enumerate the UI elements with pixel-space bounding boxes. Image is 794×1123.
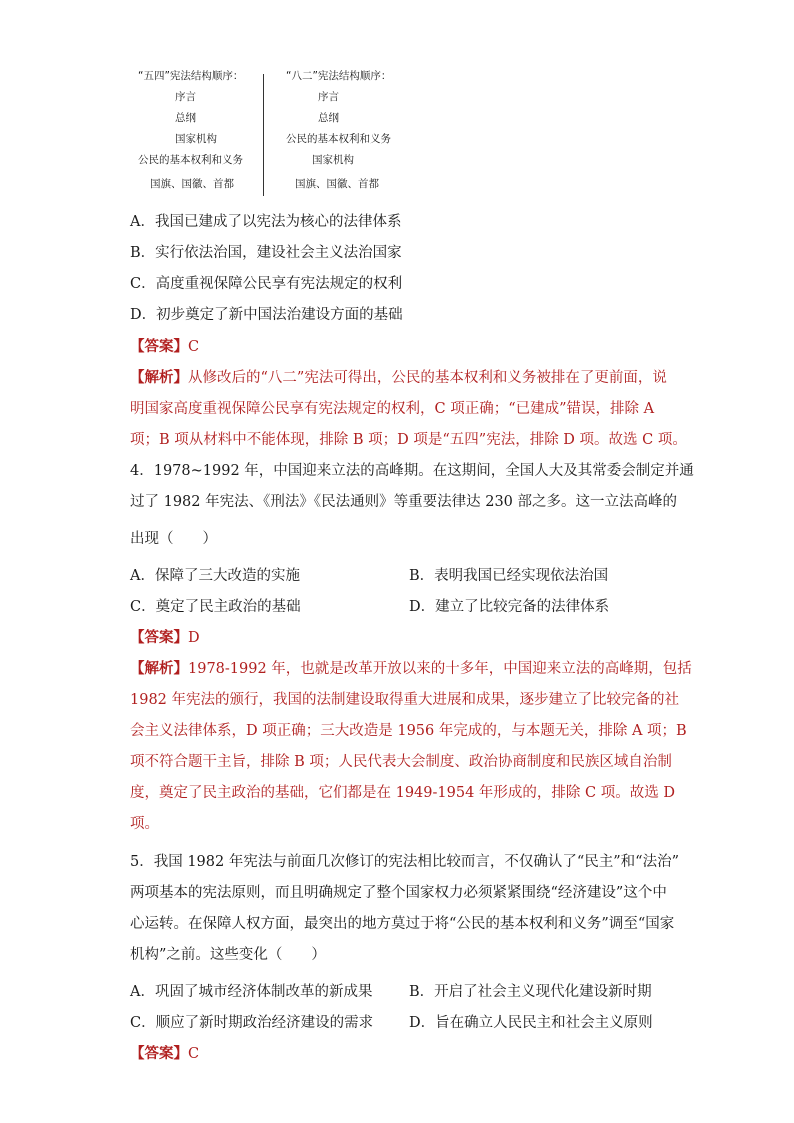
option-b: B．实行依法治国，建设社会主义法治国家 bbox=[130, 245, 402, 261]
structure-item: 序言 bbox=[318, 91, 339, 103]
column-title: “五四”宪法结构顺序： bbox=[138, 70, 244, 82]
structure-item: 总纲 bbox=[175, 112, 196, 124]
option-b: B．表明我国已经实现依法治国 bbox=[409, 568, 609, 584]
question-stem: 5．我国 1982 年宪法与前面几次修订的宪法相比较而言，不仅确认了“民主”和“法治” bbox=[130, 854, 679, 870]
analysis-tag: 【解析】 bbox=[130, 660, 188, 677]
analysis-text: 1982 年宪法的颁行，我国的法制建设取得重大进展和成果，逐步建立了比较完备的社 bbox=[130, 692, 680, 708]
structure-item: 公民的基本权利和义务 bbox=[286, 133, 391, 145]
question-stem: 出现（ ） bbox=[130, 531, 217, 547]
question-stem: 两项基本的宪法原则，而且明确规定了整个国家权力必须紧紧围绕“经济建设”这个中 bbox=[130, 885, 667, 901]
analysis-text: 从修改后的“八二”宪法可得出，公民的基本权利和义务被排在了更前面，说 bbox=[188, 370, 667, 386]
structure-item: 国家机构 bbox=[312, 154, 354, 166]
analysis-text: 项；B 项从材料中不能体现，排除 B 项；D 项是“五四”宪法，排除 D 项。故选 C 项。 bbox=[130, 432, 687, 448]
answer-value: D bbox=[188, 630, 200, 646]
column-title: “八二”宪法结构顺序： bbox=[286, 70, 392, 82]
analysis-text: 项。 bbox=[130, 816, 159, 832]
column-divider bbox=[263, 74, 264, 196]
structure-item: 公民的基本权利和义务 bbox=[138, 154, 243, 166]
analysis-text: 明国家高度重视保障公民享有宪法规定的权利，C 项正确；“已建成”错误，排除 A bbox=[130, 401, 655, 417]
answer-line bbox=[130, 1044, 199, 1064]
analysis-text: 1978-1992 年，也就是改革开放以来的十多年，中国迎来立法的高峰期，包括 bbox=[188, 661, 692, 677]
structure-item: 总纲 bbox=[318, 112, 339, 124]
answer-tag: 【答案】 bbox=[130, 629, 188, 646]
analysis-text: 项不符合题干主旨，排除 B 项；人民代表大会制度、政治协商制度和民族区域自治制 bbox=[130, 754, 672, 770]
answer-tag: 【答案】 bbox=[130, 1045, 188, 1062]
option-d: D．旨在确立人民民主和社会主义原则 bbox=[409, 1015, 653, 1031]
option-a: A．保障了三大改造的实施 bbox=[130, 568, 300, 584]
option-b: B．开启了社会主义现代化建设新时期 bbox=[409, 984, 652, 1000]
analysis-tag: 【解析】 bbox=[130, 369, 188, 386]
answer-value: C bbox=[188, 339, 200, 355]
answer-value: C bbox=[188, 1046, 200, 1062]
answer-line bbox=[130, 628, 200, 648]
option-c: C．奠定了民主政治的基础 bbox=[130, 599, 301, 615]
analysis-text: 度，奠定了民主政治的基础，它们都是在 1949-1954 年形成的，排除 C 项。故选 D bbox=[130, 785, 675, 801]
option-a: A．我国已建成了以宪法为核心的法律体系 bbox=[130, 214, 402, 230]
structure-item: 序言 bbox=[175, 91, 196, 103]
question-stem: 心运转。在保障人权方面，最突出的地方莫过于将“公民的基本权利和义务”调至“国家 bbox=[130, 916, 675, 932]
option-a: A．巩固了城市经济体制改革的新成果 bbox=[130, 984, 373, 1000]
question-stem: 过了 1982 年宪法、《刑法》《民法通则》等重要法律达 230 部之多。这一立法高峰的 bbox=[130, 494, 678, 510]
structure-item: 国旗、国徽、首都 bbox=[150, 178, 234, 190]
analysis-line bbox=[130, 368, 667, 388]
analysis-text: 会主义法律体系，D 项正确；三大改造是 1956 年完成的，与本题无关，排除 A 项；B bbox=[130, 723, 687, 739]
option-d: D．建立了比较完备的法律体系 bbox=[409, 599, 610, 615]
analysis-line bbox=[130, 659, 692, 679]
question-stem: 机构”之前。这些变化（ ） bbox=[130, 947, 326, 963]
answer-tag: 【答案】 bbox=[130, 338, 188, 355]
option-c: C．顺应了新时期政治经济建设的需求 bbox=[130, 1015, 374, 1031]
option-d: D．初步奠定了新中国法治建设方面的基础 bbox=[130, 307, 403, 323]
question-stem: 4．1978~1992 年，中国迎来立法的高峰期。在这期间，全国人大及其常委会制定并通 bbox=[130, 463, 694, 479]
constitution-structure-comparison bbox=[130, 68, 400, 198]
structure-item: 国旗、国徽、首都 bbox=[295, 178, 379, 190]
option-c: C．高度重视保障公民享有宪法规定的权利 bbox=[130, 276, 403, 292]
structure-item: 国家机构 bbox=[175, 133, 217, 145]
answer-line bbox=[130, 337, 199, 357]
